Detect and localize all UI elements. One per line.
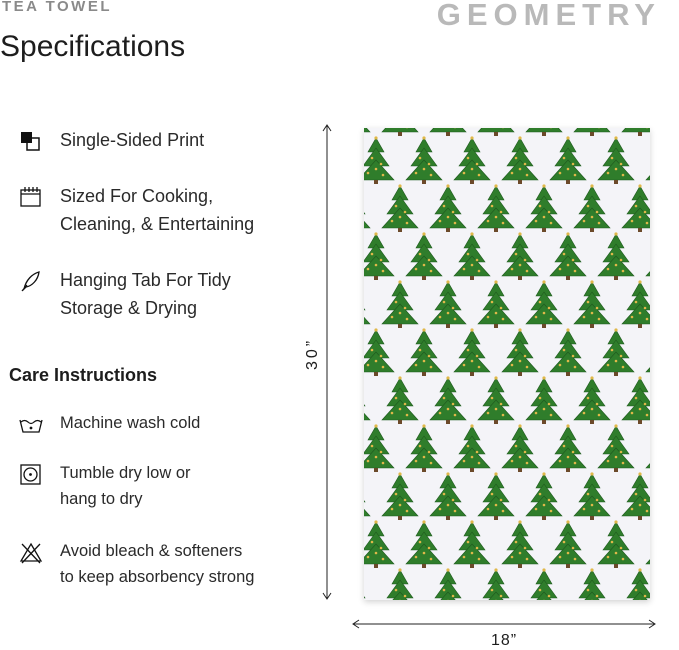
- christmas-tree-motif: [622, 280, 650, 328]
- christmas-tree-motif: [382, 184, 418, 232]
- christmas-tree-motif: [526, 568, 562, 600]
- christmas-tree-motif: [646, 328, 650, 376]
- christmas-tree-motif: [406, 136, 442, 184]
- calendar-icon: [18, 184, 44, 210]
- feature-text: Single-Sided Print: [60, 130, 205, 150]
- christmas-tree-motif: [550, 136, 586, 184]
- tumble-dry-low-icon: [18, 462, 44, 488]
- christmas-tree-motif: [454, 520, 490, 568]
- christmas-tree-motif: [382, 280, 418, 328]
- christmas-tree-motif: [622, 568, 650, 600]
- christmas-tree-motif: [574, 128, 610, 136]
- christmas-tree-motif: [574, 472, 610, 520]
- page-title: Specifications: [0, 30, 186, 63]
- christmas-tree-motif: [622, 376, 650, 424]
- christmas-tree-motif: [430, 128, 466, 136]
- christmas-tree-motif: [622, 472, 650, 520]
- christmas-tree-motif: [526, 472, 562, 520]
- christmas-tree-motif: [574, 568, 610, 600]
- christmas-tree-motif: [526, 376, 562, 424]
- care-text: Tumble dry low or hang to dry: [60, 464, 191, 508]
- christmas-tree-motif: [646, 136, 650, 184]
- christmas-tree-motif: [364, 568, 370, 600]
- christmas-tree-motif: [382, 568, 418, 600]
- christmas-tree-motif: [406, 520, 442, 568]
- christmas-tree-motif: [502, 232, 538, 280]
- christmas-tree-motif: [502, 136, 538, 184]
- height-dimension-line: [320, 124, 334, 600]
- feature-text: Hanging Tab For Tidy Storage & Drying: [60, 270, 231, 318]
- christmas-tree-motif: [454, 136, 490, 184]
- christmas-tree-motif: [478, 128, 514, 136]
- christmas-tree-motif: [622, 184, 650, 232]
- christmas-tree-motif: [364, 520, 394, 568]
- christmas-tree-motif: [646, 520, 650, 568]
- width-label: 18”: [491, 632, 518, 649]
- feature-item-single-sided: [18, 126, 204, 154]
- christmas-tree-motif: [430, 568, 466, 600]
- christmas-tree-motif: [574, 280, 610, 328]
- christmas-tree-motif: [478, 472, 514, 520]
- christmas-tree-motif: [598, 328, 634, 376]
- christmas-tree-motif: [364, 136, 394, 184]
- tea-towel-image: [364, 128, 650, 600]
- christmas-tree-motif: [406, 328, 442, 376]
- christmas-tree-motif: [550, 424, 586, 472]
- christmas-tree-motif: [406, 232, 442, 280]
- care-item-bleach: [18, 538, 254, 590]
- christmas-tree-motif: [364, 232, 394, 280]
- christmas-tree-motif: [364, 128, 370, 136]
- christmas-tree-motif: [478, 376, 514, 424]
- care-text: Avoid bleach & softeners to keep absorbency strong: [60, 542, 255, 586]
- christmas-tree-motif: [598, 520, 634, 568]
- christmas-tree-motif: [430, 472, 466, 520]
- christmas-tree-motif: [478, 568, 514, 600]
- christmas-tree-motif: [454, 232, 490, 280]
- christmas-tree-motif: [478, 280, 514, 328]
- christmas-tree-motif: [430, 376, 466, 424]
- eyebrow-label: TEA TOWEL: [2, 0, 112, 15]
- christmas-tree-motif: [526, 280, 562, 328]
- christmas-tree-motif: [598, 424, 634, 472]
- care-text: Machine wash cold: [60, 414, 201, 432]
- width-dimension-line: [352, 617, 656, 631]
- christmas-tree-motif: [550, 520, 586, 568]
- christmas-tree-motif: [526, 128, 562, 136]
- christmas-tree-motif: [598, 232, 634, 280]
- single-sided-print-icon: [18, 128, 44, 154]
- christmas-tree-motif: [574, 376, 610, 424]
- christmas-tree-motif: [364, 376, 370, 424]
- christmas-tree-motif: [598, 136, 634, 184]
- christmas-tree-motif: [646, 232, 650, 280]
- christmas-tree-motif: [454, 328, 490, 376]
- christmas-tree-motif: [502, 424, 538, 472]
- christmas-tree-motif: [364, 280, 370, 328]
- christmas-tree-motif: [430, 184, 466, 232]
- no-bleach-icon: [18, 540, 44, 566]
- height-label: 30”: [304, 337, 321, 370]
- christmas-tree-motif: [382, 376, 418, 424]
- christmas-tree-motif: [478, 184, 514, 232]
- care-heading: Care Instructions: [9, 365, 158, 385]
- feature-item-hanging-tab: [18, 266, 231, 322]
- care-item-dry: [18, 460, 191, 512]
- feature-text: Sized For Cooking, Cleaning, & Entertaining: [60, 186, 255, 234]
- tree-pattern: [364, 128, 650, 600]
- christmas-tree-motif: [622, 128, 650, 136]
- christmas-tree-motif: [364, 424, 394, 472]
- christmas-tree-motif: [646, 424, 650, 472]
- christmas-tree-motif: [364, 184, 370, 232]
- wash-cold-icon: [18, 412, 44, 438]
- christmas-tree-motif: [382, 128, 418, 136]
- christmas-tree-motif: [454, 424, 490, 472]
- christmas-tree-motif: [406, 424, 442, 472]
- feature-item-size: [18, 182, 254, 238]
- christmas-tree-motif: [382, 472, 418, 520]
- christmas-tree-motif: [430, 280, 466, 328]
- christmas-tree-motif: [574, 184, 610, 232]
- care-item-wash: [18, 410, 200, 438]
- christmas-tree-motif: [502, 328, 538, 376]
- christmas-tree-motif: [550, 232, 586, 280]
- brand-logo: GEOMETRY: [436, 0, 661, 32]
- christmas-tree-motif: [364, 472, 370, 520]
- christmas-tree-motif: [526, 184, 562, 232]
- christmas-tree-motif: [550, 328, 586, 376]
- christmas-tree-motif: [502, 520, 538, 568]
- hanging-tab-icon: [18, 268, 44, 294]
- christmas-tree-motif: [364, 328, 394, 376]
